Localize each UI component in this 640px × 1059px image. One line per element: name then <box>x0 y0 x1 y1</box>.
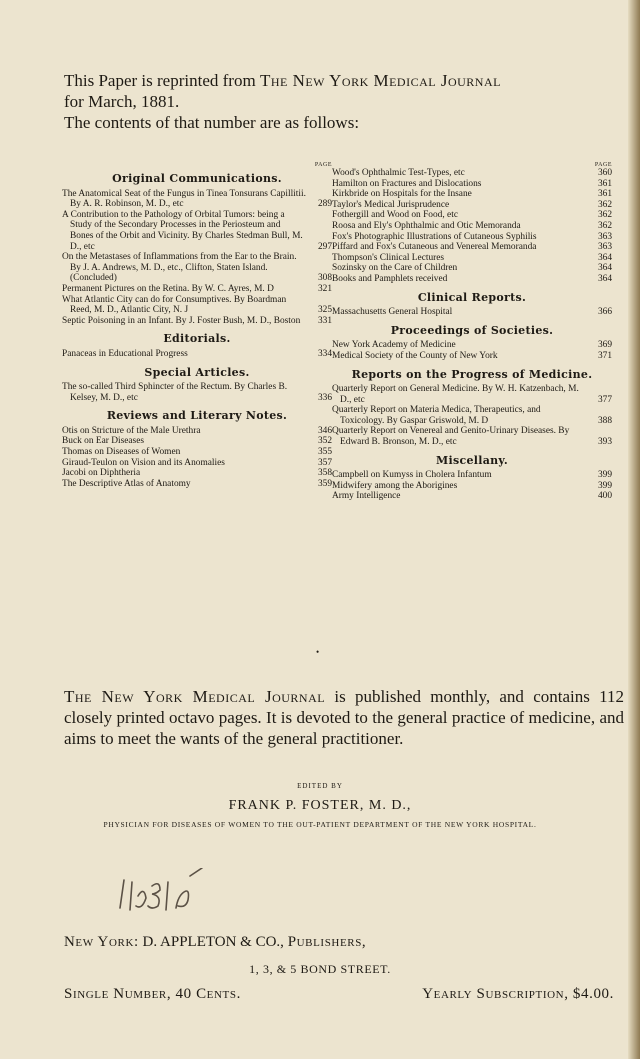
entry-title: Panaceas in Educational Progress <box>62 348 188 359</box>
entry-title: Hamilton on Fractures and Dislocations <box>332 178 482 189</box>
single-number-price: Single Number, 40 Cents. <box>64 986 241 1002</box>
section-heading-proceedings-of-societies: Proceedings of Societies. <box>390 323 554 337</box>
contents-right-column <box>332 160 612 502</box>
contents-entry <box>62 426 332 437</box>
contents-entry <box>332 242 612 253</box>
entry-title: Septic Poisoning in an Infant. By J. Foster Bush, M. D., Boston <box>62 315 301 326</box>
entry-title: Midwifery among the Aborigines <box>332 480 458 491</box>
entry-title: Fox's Photographic Illustrations of Cutaneous Syphilis <box>332 231 537 242</box>
entry-page-number: 361 <box>597 189 612 200</box>
entry-page-number: 388 <box>597 415 612 426</box>
contents-entry <box>332 384 612 405</box>
handwritten-number <box>116 868 206 918</box>
entry-page-number: 355 <box>317 447 332 458</box>
publisher-role: Publishers, <box>287 934 367 950</box>
entry-title: Thomas on Diseases of Women <box>62 447 181 458</box>
contents-entry <box>62 436 332 447</box>
contents-entry <box>332 481 612 492</box>
contents-entry <box>62 210 332 252</box>
entry-page-number: 289 <box>317 199 332 210</box>
page-label: PAGE <box>594 162 612 168</box>
section-heading-reports-on-the-progress-of-medicine: Reports on the Progress of Medicine. <box>351 367 593 381</box>
prices <box>64 986 614 1003</box>
contents-entry <box>62 447 332 458</box>
entry-page-number: 399 <box>597 480 612 491</box>
entry-title: The Descriptive Atlas of Anatomy <box>62 478 191 489</box>
entry-page-number: 358 <box>317 468 332 479</box>
contents-entry <box>332 253 612 264</box>
contents-entry <box>62 458 332 469</box>
contents-entry <box>332 426 612 447</box>
contents-entry <box>62 284 332 295</box>
publisher-city: New York: <box>64 934 139 950</box>
entry-title: Quarterly Report on Venereal and Genito-Urinary Diseases. By Edward B. Bronson, M. D., etc <box>332 426 570 448</box>
entry-page-number: 363 <box>597 242 612 253</box>
entry-title: Giraud-Teulon on Vision and its Anomalies <box>62 457 225 468</box>
entry-page-number: 393 <box>597 437 612 448</box>
entry-page-number: 364 <box>597 273 612 284</box>
entry-page-number: 331 <box>317 315 332 326</box>
entry-page-number: 399 <box>597 470 612 481</box>
contents-entry <box>332 179 612 190</box>
contents-entry <box>332 210 612 221</box>
divider-mark: • <box>316 647 320 657</box>
entry-title: Wood's Ophthalmic Test-Types, etc <box>332 168 465 178</box>
publisher-address: 1, 3, & 5 BOND STREET. <box>249 962 391 976</box>
contents-entry <box>62 295 332 316</box>
entry-title: Campbell on Kumyss in Cholera Infantum <box>332 470 492 481</box>
entry-page-number: 364 <box>597 252 612 263</box>
contents-entry <box>62 189 332 210</box>
contents-entry <box>332 491 612 502</box>
edited-by: EDITED BY <box>297 782 343 790</box>
entry-page-number: 308 <box>317 273 332 284</box>
entry-title: A Contribution to the Pathology of Orbital Tumors: being a Study of the Secondary Processes in the Periosteum and Bones of the Orbit and Vicinity. By Charles Stedman Bull, M. D., etc <box>62 209 303 252</box>
contents-entry <box>332 200 612 211</box>
entry-page-number: 321 <box>317 283 332 294</box>
intro-line-1 <box>64 70 624 91</box>
entry-title: Quarterly Report on Materia Medica, Therapeutics, and Toxicology. By Gaspar Griswold, M. D <box>332 405 541 426</box>
entry-title: What Atlantic City can do for Consumptives. By Boardman Reed, M. D., Atlantic City, N. J <box>62 294 287 316</box>
entry-title: Kirkbride on Hospitals for the Insane <box>332 189 472 200</box>
contents-entry <box>62 382 332 403</box>
publisher-line <box>64 934 624 951</box>
entry-page-number: 362 <box>597 220 612 231</box>
page-label: PAGE <box>314 162 332 168</box>
journal-text: is published monthly, and contains 112 closely printed octavo pages. It is devoted to the general practice of medicine, and aims to meet the wants of the general practitioner. <box>64 687 624 748</box>
contents-entry <box>332 307 612 318</box>
entry-title: On the Metastases of Inflammations from the Ear to the Brain. By J. A. Andrews, M. D., etc., Clifton, Staten Island. (Concluded) <box>62 252 297 284</box>
entry-page-number: 325 <box>317 305 332 316</box>
contents-entry <box>62 252 332 284</box>
entry-page-number: 371 <box>597 350 612 361</box>
entry-page-number: 400 <box>597 491 612 502</box>
entry-page-number: 336 <box>317 392 332 403</box>
entry-page-number: 346 <box>317 425 332 436</box>
contents-entry <box>332 340 612 351</box>
entry-title: Taylor's Medical Jurisprudence <box>332 199 450 210</box>
entry-title: Army Intelligence <box>332 491 401 502</box>
intro-line-2: for March, 1881. <box>64 92 180 111</box>
entry-page-number: 363 <box>597 231 612 242</box>
section-heading-editorials: Editorials. <box>163 332 231 346</box>
entry-title: New York Academy of Medicine <box>332 340 456 351</box>
section-heading-original-communications: Original Communications. <box>112 172 282 185</box>
entry-page-number: 357 <box>317 457 332 468</box>
intro-prefix: This Paper is reprinted from <box>64 71 260 90</box>
section-heading-reviews-and-literary-notes: Reviews and Literary Notes. <box>106 409 288 423</box>
entry-page-number: 360 <box>597 168 612 178</box>
entry-title: Roosa and Ely's Ophthalmic and Otic Memoranda <box>332 220 521 231</box>
contents-entry <box>332 274 612 285</box>
contents-left-column <box>62 160 332 489</box>
entry-title: The Anatomical Seat of the Fungus in Tinea Tonsurans Capillitii. By A. R. Robinson, M. D., etc <box>62 188 306 210</box>
entry-title: Sozinsky on the Care of Children <box>332 263 458 274</box>
entry-title: Massachusetts General Hospital <box>332 307 453 318</box>
intro <box>64 70 624 133</box>
journal-description <box>64 686 624 749</box>
editor-description: PHYSICIAN FOR DISEASES OF WOMEN TO THE OUT-PATIENT DEPARTMENT OF THE NEW YORK HOSPITAL. <box>103 820 537 829</box>
section-divider <box>0 647 640 657</box>
intro-journal-name: The New York Medical Journal <box>259 71 501 90</box>
entry-title: Fothergill and Wood on Food, etc <box>332 210 458 221</box>
contents-entry <box>332 263 612 274</box>
journal-name: The New York Medical Journal <box>64 687 326 706</box>
contents-entry <box>62 316 332 327</box>
contents-entry <box>62 349 332 360</box>
entry-title: Buck on Ear Diseases <box>62 436 145 447</box>
entry-title: Permanent Pictures on the Retina. By W. C. Ayres, M. D <box>62 283 274 294</box>
entry-page-number: 366 <box>597 307 612 318</box>
entry-page-number: 359 <box>317 478 332 489</box>
entry-page-number: 362 <box>597 210 612 221</box>
section-heading-special-articles: Special Articles. <box>144 365 250 379</box>
contents-entry <box>62 468 332 479</box>
contents-entry <box>332 232 612 243</box>
contents-entry <box>332 189 612 200</box>
entry-page-number: 377 <box>597 394 612 405</box>
contents-entry <box>332 351 612 362</box>
entry-page-number: 361 <box>597 178 612 189</box>
entry-page-number: 369 <box>597 340 612 351</box>
entry-page-number: 364 <box>597 263 612 274</box>
contents-entry <box>62 479 332 490</box>
entry-title: Quarterly Report on General Medicine. By W. H. Katzenbach, M. D., etc <box>332 384 579 405</box>
section-heading-miscellany: Miscellany. <box>436 453 508 467</box>
page-edge <box>628 0 640 1059</box>
yearly-subscription-price: Yearly Subscription, $4.00. <box>422 986 614 1002</box>
entry-title: Medical Society of the County of New York <box>332 350 498 361</box>
contents-entry <box>332 168 612 179</box>
entry-page-number: 362 <box>597 199 612 210</box>
contents-entry <box>332 405 612 426</box>
entry-title: Jacobi on Diphtheria <box>62 468 141 479</box>
contents-entry <box>332 470 612 481</box>
entry-page-number: 352 <box>317 436 332 447</box>
section-heading-clinical-reports: Clinical Reports. <box>417 290 527 304</box>
entry-title: Books and Pamphlets received <box>332 273 448 284</box>
entry-title: Otis on Stricture of the Male Urethra <box>62 425 201 436</box>
entry-title: The so-called Third Sphincter of the Rectum. By Charles B. Kelsey, M. D., etc <box>62 382 288 403</box>
editor-name: FRANK P. FOSTER, M. D., <box>228 798 412 813</box>
entry-title: Piffard and Fox's Cutaneous and Venereal Memoranda <box>332 242 537 253</box>
publisher-name: D. APPLETON & CO., <box>138 934 288 950</box>
entry-title: Thompson's Clinical Lectures <box>332 252 445 263</box>
entry-page-number: 297 <box>317 241 332 252</box>
contents-entry <box>332 221 612 232</box>
entry-page-number: 334 <box>317 348 332 359</box>
intro-line-3: The contents of that number are as follows: <box>64 113 360 132</box>
